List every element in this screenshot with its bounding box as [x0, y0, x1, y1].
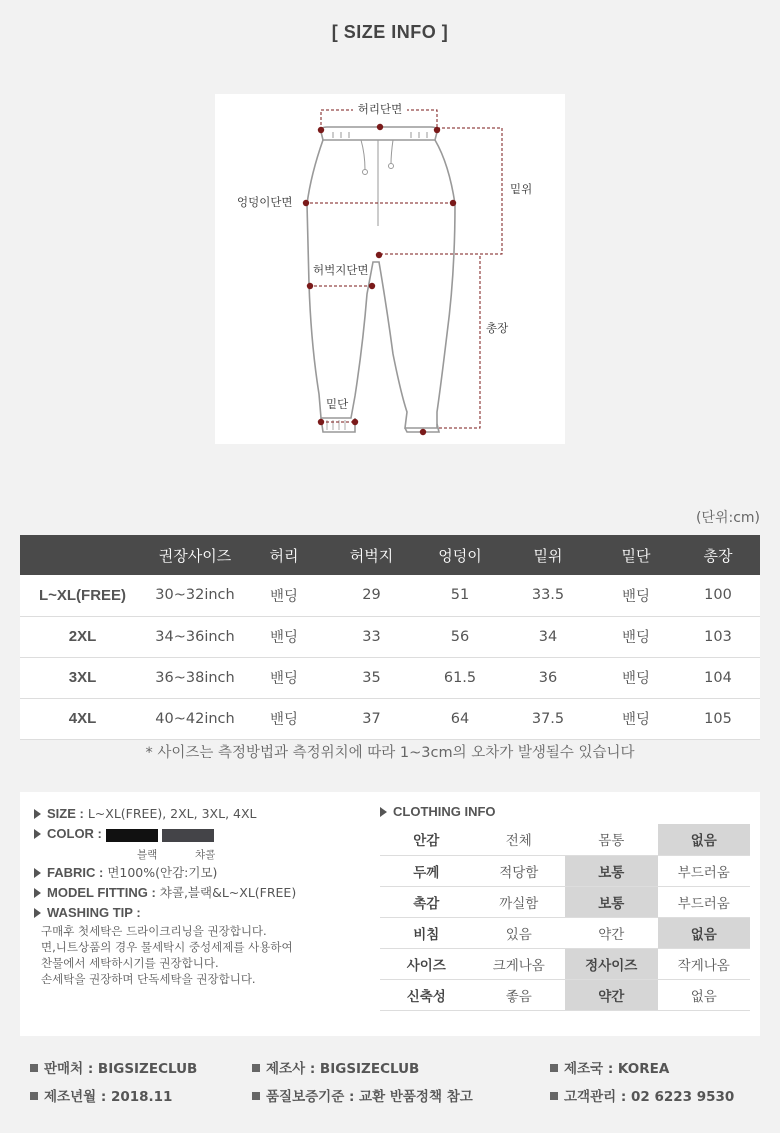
table-cell: 33.5 [500, 575, 596, 616]
washing-tip: 구매후 첫세탁은 드라이크리닝을 권장합니다. [41, 923, 267, 938]
size-value: L~XL(FREE), 2XL, 3XL, 4XL [87, 806, 257, 821]
table-row [20, 698, 760, 739]
clothing-info-title [380, 804, 750, 824]
washing-tip: 찬물에서 세탁하시기를 권장합니다. [41, 955, 219, 970]
label-waist: 허리단면 [357, 102, 403, 116]
washing-tip: 면,니트상품의 경우 물세탁시 중성세제를 사용하여 [41, 939, 293, 954]
color-names [34, 845, 374, 863]
clothing-info-label: 비침 [380, 917, 473, 948]
size-table [20, 535, 760, 740]
table-cell: 밴딩 [245, 616, 323, 657]
clothing-info-option: 부드러움 [658, 886, 751, 917]
footer-quality [252, 1085, 473, 1105]
clothing-info-label: 두께 [380, 855, 473, 886]
table-cell: 30~32inch [145, 575, 245, 616]
header-cell: 엉덩이 [420, 535, 500, 575]
clothing-info-label: 촉감 [380, 886, 473, 917]
washing-tips [34, 923, 374, 987]
clothing-info [380, 804, 750, 1011]
square-bullet-icon [30, 1064, 38, 1072]
square-bullet-icon [550, 1092, 558, 1100]
product-details [34, 804, 374, 987]
table-cell: 36~38inch [145, 657, 245, 698]
square-bullet-icon [252, 1064, 260, 1072]
square-bullet-icon [252, 1092, 260, 1100]
table-cell: 40~42inch [145, 698, 245, 739]
label-thigh: 허벅지단면 [313, 263, 369, 277]
triangle-bullet-icon [34, 809, 41, 819]
clothing-info-row [380, 824, 750, 855]
product-info-panel [20, 792, 760, 1036]
color-name-charcoal: 챠콜 [195, 848, 216, 861]
footer-country-text: 제조국 : KOREA [564, 1061, 670, 1077]
clothing-info-table [380, 824, 750, 1011]
clothing-info-option: 작게나옴 [658, 948, 751, 979]
clothing-info-option: 크게나옴 [473, 948, 566, 979]
clothing-info-row [380, 855, 750, 886]
fabric-value: 면100%(안감:기모) [107, 864, 218, 880]
size-name: L~XL(FREE) [20, 575, 145, 616]
square-bullet-icon [30, 1092, 38, 1100]
table-cell: 36 [500, 657, 596, 698]
clothing-info-row [380, 886, 750, 917]
label-rise: 밑위 [510, 182, 533, 196]
clothing-info-option-selected: 약간 [565, 979, 658, 1010]
clothing-info-option-selected: 보통 [565, 886, 658, 917]
triangle-bullet-icon [34, 888, 41, 898]
table-cell: 밴딩 [245, 698, 323, 739]
table-cell: 밴딩 [245, 657, 323, 698]
pants-measurement-diagram [215, 94, 565, 444]
size-name: 3XL [20, 657, 145, 698]
color-swatch-charcoal [162, 829, 214, 842]
square-bullet-icon [550, 1064, 558, 1072]
color-swatch-black [106, 829, 158, 842]
table-cell: 64 [420, 698, 500, 739]
clothing-info-row [380, 917, 750, 948]
clothing-info-option: 까실함 [473, 886, 566, 917]
footer-date [30, 1085, 172, 1105]
footer-date-text: 제조년월 : 2018.11 [44, 1089, 173, 1105]
size-table-header [20, 535, 760, 575]
fabric-line [34, 863, 374, 883]
footer-quality-text: 품질보증기준 : 교환 반품정책 참고 [266, 1089, 473, 1105]
footer-maker-text: 제조사 : BIGSIZECLUB [266, 1061, 420, 1077]
table-row [20, 575, 760, 616]
header-cell: 밑단 [596, 535, 676, 575]
model-label: MODEL FITTING : [47, 884, 156, 900]
footer-seller [30, 1057, 197, 1077]
table-cell: 33 [323, 616, 420, 657]
model-line [34, 883, 374, 903]
table-cell: 29 [323, 575, 420, 616]
size-label: SIZE : [47, 806, 84, 821]
label-length: 총장 [486, 321, 509, 335]
table-cell: 105 [676, 698, 760, 739]
table-row [20, 616, 760, 657]
clothing-info-option-selected: 보통 [565, 855, 658, 886]
clothing-info-option: 없음 [658, 979, 751, 1010]
clothing-info-label: 안감 [380, 824, 473, 855]
clothing-info-option: 전체 [473, 824, 566, 855]
fabric-label: FABRIC : [47, 864, 104, 880]
header-cell: 허리 [245, 535, 323, 575]
page-title: [ SIZE INFO ] [331, 22, 449, 42]
color-label: COLOR : [47, 826, 102, 841]
clothing-info-row [380, 948, 750, 979]
color-line [34, 824, 374, 845]
footer-service [550, 1085, 734, 1105]
table-cell: 103 [676, 616, 760, 657]
table-cell: 밴딩 [596, 575, 676, 616]
header-cell: 허벅지 [323, 535, 420, 575]
footer-maker [252, 1057, 419, 1077]
size-note: * 사이즈는 측정방법과 측정위치에 따라 1~3cm의 오차가 발생될수 있습니다 [145, 745, 635, 761]
table-cell: 61.5 [420, 657, 500, 698]
table-cell: 56 [420, 616, 500, 657]
washing-label: WASHING TIP : [47, 904, 141, 920]
color-swatches [106, 825, 218, 845]
clothing-info-label: 사이즈 [380, 948, 473, 979]
footer-service-text: 고객관리 : 02 6223 9530 [564, 1089, 735, 1105]
header-cell: 밑위 [500, 535, 596, 575]
clothing-info-option: 부드러움 [658, 855, 751, 886]
washing-line [34, 903, 374, 923]
unit-label: (단위:cm) [695, 510, 760, 526]
table-cell: 34~36inch [145, 616, 245, 657]
header-cell: 총장 [676, 535, 760, 575]
footer-seller-text: 판매처 : BIGSIZECLUB [44, 1061, 198, 1077]
size-name: 2XL [20, 616, 145, 657]
washing-tip: 손세탁을 권장하며 단독세탁을 권장합니다. [41, 971, 256, 986]
clothing-info-option: 좋음 [473, 979, 566, 1010]
table-cell: 밴딩 [596, 657, 676, 698]
label-hip: 엉덩이단면 [237, 195, 293, 209]
table-cell: 37.5 [500, 698, 596, 739]
table-cell: 밴딩 [596, 616, 676, 657]
table-cell: 104 [676, 657, 760, 698]
clothing-info-label: 신축성 [380, 979, 473, 1010]
table-cell: 51 [420, 575, 500, 616]
clothing-info-option: 적당함 [473, 855, 566, 886]
table-cell: 100 [676, 575, 760, 616]
table-cell: 밴딩 [245, 575, 323, 616]
clothing-info-option: 몸통 [565, 824, 658, 855]
model-value: 챠콜,블랙&L~XL(FREE) [159, 884, 297, 900]
table-cell: 35 [323, 657, 420, 698]
table-cell: 34 [500, 616, 596, 657]
triangle-bullet-icon [34, 868, 41, 878]
size-name: 4XL [20, 698, 145, 739]
triangle-bullet-icon [34, 908, 41, 918]
header-cell: 권장사이즈 [145, 535, 245, 575]
clothing-info-option: 약간 [565, 917, 658, 948]
table-cell: 밴딩 [596, 698, 676, 739]
clothing-info-row [380, 979, 750, 1010]
size-line [34, 804, 374, 824]
clothing-info-option-selected: 정사이즈 [565, 948, 658, 979]
clothing-info-option: 있음 [473, 917, 566, 948]
footer-country [550, 1057, 669, 1077]
header-cell [20, 535, 145, 575]
label-hem: 밑단 [326, 397, 349, 411]
clothing-info-title-text: CLOTHING INFO [393, 804, 496, 819]
table-cell: 37 [323, 698, 420, 739]
triangle-bullet-icon [380, 807, 387, 817]
clothing-info-option-selected: 없음 [658, 824, 751, 855]
pants-diagram-svg [215, 94, 565, 444]
table-row [20, 657, 760, 698]
clothing-info-option-selected: 없음 [658, 917, 751, 948]
color-name-black: 블랙 [137, 848, 158, 861]
triangle-bullet-icon [34, 829, 41, 839]
